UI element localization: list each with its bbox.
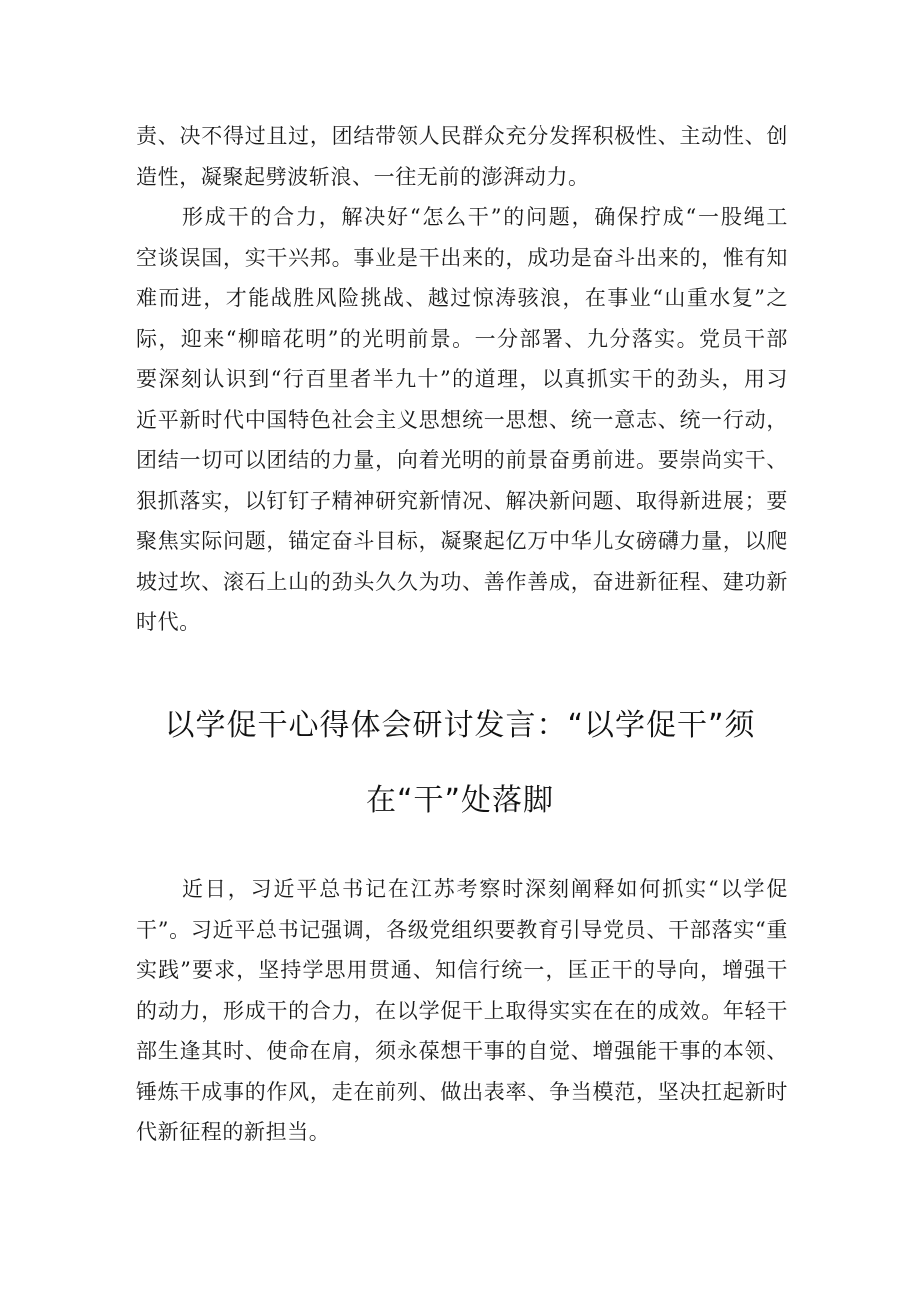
text-line: 要深刻认识到“行百里者半九十”的道理，以真抓实干的劲头，用习 xyxy=(136,367,788,391)
text-line: 形成干的合力，解决好“怎么干”的问题，确保拧成“一股绳工 xyxy=(182,205,788,229)
paragraph-synergy xyxy=(136,197,788,643)
article-title-line-2: 在“干”处落脚 xyxy=(365,783,555,818)
text-line: 锤炼干成事的作风，走在前列、做出表率、争当模范，坚决扛起新时 xyxy=(136,1079,788,1104)
text-line: 空谈误国，实干兴邦。事业是干出来的，成功是奋斗出来的，惟有知 xyxy=(136,245,788,270)
paragraph-continuation xyxy=(136,116,788,197)
text-line: 团结一切可以团结的力量，向着光明的前景奋勇前进。要崇尚实干、 xyxy=(136,448,788,472)
text-line: 时代。 xyxy=(136,610,201,634)
text-line: 聚焦实际问题，锚定奋斗目标，凝聚起亿万中华儿女磅礴力量，以爬 xyxy=(136,529,788,553)
text-line: 责、决不得过且过，团结带领人民群众充分发挥积极性、主动性、创 xyxy=(136,124,788,148)
text-line: 代新征程的新担当。 xyxy=(136,1120,331,1144)
text-line: 干”。习近平总书记强调，各级党组织要教育引导党员、干部落实“重 xyxy=(136,917,788,942)
text-line: 坡过坎、滚石上山的劲头久久为功、善作善成，奋进新征程、建功新 xyxy=(136,569,788,594)
text-line: 际，迎来“柳暗花明”的光明前景。一分部署、九分落实。党员干部 xyxy=(136,326,788,351)
article-title-line-1: 以学促干心得体会研讨发言：“以学促干”须 xyxy=(164,708,756,743)
text-line: 的动力，形成干的合力，在以学促干上取得实实在在的成效。年轻干 xyxy=(136,998,788,1023)
text-line: 狠抓落实，以钉钉子精神研究新情况、解决新问题、取得新进展；要 xyxy=(136,488,788,513)
text-line: 近平新时代中国特色社会主义思想统一思想、统一意志、统一行动， xyxy=(136,407,788,432)
text-line: 造性，凝聚起劈波斩浪、一往无前的澎湃动力。 xyxy=(136,164,590,189)
text-line: 实践”要求，坚持学思用贯通、知信行统一，匡正干的导向，增强干 xyxy=(136,958,788,982)
paragraph-intro xyxy=(136,869,788,1153)
text-line: 难而进，才能战胜风险挑战、越过惊涛骇浪，在事业“山重水复”之 xyxy=(136,286,788,310)
text-line: 近日，习近平总书记在江苏考察时深刻阐释如何抓实“以学促 xyxy=(182,877,788,901)
text-line: 部生逢其时、使命在肩，须永葆想干事的自觉、增强能干事的本领、 xyxy=(136,1039,788,1063)
